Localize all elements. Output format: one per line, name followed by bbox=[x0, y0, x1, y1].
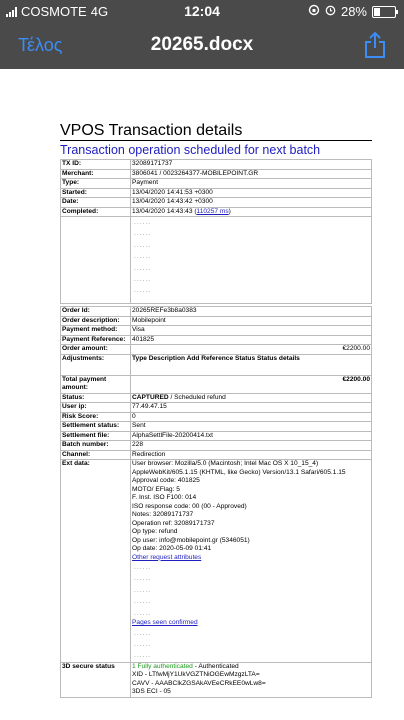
placeholder-dots: ...... bbox=[134, 264, 151, 272]
alarm-icon bbox=[325, 4, 336, 19]
field-label: Completed: bbox=[61, 207, 131, 217]
ext-line: User browser: Mozilla/5.0 (Macintosh; Intel Mac OS X 10_15_4) bbox=[132, 460, 319, 467]
status-right bbox=[308, 4, 396, 19]
placeholder-dots: ...... bbox=[134, 287, 151, 295]
completed-end: ) bbox=[228, 207, 231, 215]
field-value bbox=[131, 207, 372, 217]
auth-status-text: - Authenticated bbox=[192, 662, 239, 670]
field-label: Payment Reference: bbox=[61, 335, 131, 345]
table-row bbox=[61, 217, 372, 304]
ext-line: ISO response code: 00 (00 - Approved) bbox=[132, 502, 247, 510]
table-row bbox=[61, 460, 372, 663]
field-label: Total payment amount: bbox=[61, 375, 131, 393]
status-bar bbox=[0, 0, 404, 22]
field-label: Merchant: bbox=[61, 169, 131, 179]
field-value: 0 bbox=[131, 412, 372, 422]
adjustments-header bbox=[131, 354, 372, 375]
battery-percent: 28% bbox=[340, 4, 367, 19]
placeholder-dots: ...... bbox=[134, 564, 151, 571]
placeholder-dots: ...... bbox=[134, 575, 151, 583]
done-button[interactable]: Τέλος bbox=[18, 35, 63, 55]
doc-title: VPOS Transaction details bbox=[60, 121, 372, 141]
field-label: Settlement file: bbox=[61, 431, 131, 441]
placeholder-dots: ...... bbox=[134, 640, 151, 648]
ext-line: Approval code: 401825 bbox=[132, 477, 200, 484]
field-label: TX ID: bbox=[61, 160, 131, 170]
network-label: 4G bbox=[90, 4, 109, 19]
field-label: User ip: bbox=[61, 403, 131, 413]
field-label: Order description: bbox=[61, 316, 131, 326]
table-row bbox=[61, 450, 372, 460]
table-row bbox=[61, 160, 372, 170]
field-value: €2200.00 bbox=[131, 375, 372, 393]
auth-status: 1 Fully authenticated bbox=[132, 662, 193, 670]
field-label: Batch number: bbox=[61, 441, 131, 451]
field-value: 401825 bbox=[131, 335, 372, 345]
ext-line: Op user: info@mobilepoint.gr (5346051) bbox=[132, 536, 250, 544]
secure-data bbox=[131, 662, 372, 697]
pages-seen-link[interactable]: Pages seen confirmed bbox=[132, 619, 198, 627]
placeholder-dots: ...... bbox=[134, 276, 151, 284]
placeholder-dots: ...... bbox=[134, 586, 151, 594]
field-label bbox=[61, 217, 131, 304]
field-label: Channel: bbox=[61, 450, 131, 460]
table-row bbox=[61, 307, 372, 317]
table-row bbox=[61, 354, 372, 375]
field-label: 3D secure status bbox=[61, 662, 131, 697]
field-label: Order amount: bbox=[61, 345, 131, 355]
field-label: Type: bbox=[61, 179, 131, 189]
ext-line: Operation ref: 32089171737 bbox=[132, 519, 215, 527]
table-row bbox=[61, 316, 372, 326]
placeholder-dots: ...... bbox=[134, 219, 151, 226]
table-row bbox=[61, 169, 372, 179]
collapsed-section bbox=[131, 217, 372, 304]
table-row bbox=[61, 662, 372, 697]
placeholder-dots: ...... bbox=[134, 253, 151, 261]
other-attributes-link[interactable]: Other request attributes bbox=[132, 553, 202, 561]
cavv-value: CAVV - AAABClkZGSAkAVEeCRkEE0wLw8= bbox=[132, 679, 266, 687]
field-label: Started: bbox=[61, 188, 131, 198]
table-row bbox=[61, 179, 372, 189]
orientation-lock-icon bbox=[308, 4, 320, 19]
field-value: Mobilepoint bbox=[131, 316, 372, 326]
field-label: Payment method: bbox=[61, 326, 131, 336]
table-row bbox=[61, 345, 372, 355]
ext-line: F. Inst. ISO F100: 014 bbox=[132, 494, 197, 501]
table-row bbox=[61, 207, 372, 217]
field-value: Visa bbox=[131, 326, 372, 336]
field-value: 20265REFe3b8a0383 bbox=[131, 307, 372, 317]
field-value: 32089171737 bbox=[131, 160, 372, 170]
ext-data bbox=[131, 460, 372, 663]
table-row bbox=[61, 335, 372, 345]
placeholder-dots: ...... bbox=[134, 609, 151, 617]
document-content bbox=[60, 121, 372, 698]
placeholder-dots: ...... bbox=[134, 598, 151, 606]
field-value: 77.49.47.15 bbox=[131, 403, 372, 413]
field-label: Date: bbox=[61, 198, 131, 208]
placeholder-dots: ...... bbox=[134, 241, 151, 249]
placeholder-dots: ...... bbox=[134, 230, 151, 238]
ext-line: Notes: 32089171737 bbox=[132, 511, 194, 518]
field-label: Status: bbox=[61, 393, 131, 403]
table-row bbox=[61, 441, 372, 451]
battery-icon bbox=[372, 6, 396, 18]
table-row bbox=[61, 431, 372, 441]
field-label: Settlement status: bbox=[61, 422, 131, 432]
table-row bbox=[61, 393, 372, 403]
table-row bbox=[61, 375, 372, 393]
table-row bbox=[61, 412, 372, 422]
ext-line: MOTO/ EFlag: 5 bbox=[132, 485, 180, 493]
field-value: €2200.00 bbox=[131, 345, 372, 355]
xid-value: XID - LTfwMjY1UkVGZTNiOGEwMzgzLTA= bbox=[132, 671, 260, 679]
duration-link[interactable]: 110257 ms bbox=[196, 207, 229, 215]
share-icon[interactable] bbox=[362, 31, 388, 59]
table-row bbox=[61, 198, 372, 208]
transaction-table bbox=[60, 159, 372, 304]
ext-line: Op date: 2020-05-09 01:41 bbox=[132, 545, 212, 552]
document-title: 20265.docx bbox=[150, 34, 254, 55]
ext-line: Op type: refund bbox=[132, 528, 178, 535]
field-value: 3806041 / 0023264377-MOBILEPOINT.GR bbox=[131, 169, 372, 179]
field-value: 13/04/2020 14:41:53 +0300 bbox=[131, 188, 372, 198]
table-row bbox=[61, 326, 372, 336]
field-label: Order Id: bbox=[61, 307, 131, 317]
clock: 12:04 bbox=[184, 3, 220, 19]
field-value: AlphaSettlFile-20200414.txt bbox=[131, 431, 372, 441]
field-label: Ext data: bbox=[61, 460, 131, 663]
placeholder-dots: ...... bbox=[134, 652, 151, 660]
field-label: Adjustments: bbox=[61, 354, 131, 375]
carrier-label: COSMOTE bbox=[21, 4, 87, 19]
table-row bbox=[61, 403, 372, 413]
field-value: Sent bbox=[131, 422, 372, 432]
status-captured: CAPTURED bbox=[132, 393, 169, 401]
field-value bbox=[131, 393, 372, 403]
field-value: 13/04/2020 14:43:42 +0300 bbox=[131, 198, 372, 208]
completed-text: 13/04/2020 14:43:43 ( bbox=[132, 207, 197, 215]
document-viewer[interactable] bbox=[0, 69, 404, 720]
navigation-bar bbox=[0, 22, 404, 68]
doc-subtitle: Transaction operation scheduled for next batch bbox=[60, 143, 321, 157]
adjustments-columns: Type Description Add Reference Status Status details bbox=[132, 354, 300, 362]
field-label: Risk Score: bbox=[61, 412, 131, 422]
status-refund: / Scheduled refund bbox=[168, 393, 226, 401]
field-value: Redirection bbox=[131, 450, 372, 460]
order-table bbox=[60, 306, 372, 698]
table-row bbox=[61, 422, 372, 432]
field-value: Payment bbox=[131, 179, 372, 189]
table-row bbox=[61, 188, 372, 198]
eci-value: 3DS ECI - 05 bbox=[132, 688, 171, 696]
field-value: 228 bbox=[131, 441, 372, 451]
placeholder-dots: ...... bbox=[134, 629, 151, 637]
ext-line: AppleWebKit/605.1.15 (KHTML, like Gecko) Version/13.1 Safari/605.1.15 bbox=[132, 468, 346, 476]
